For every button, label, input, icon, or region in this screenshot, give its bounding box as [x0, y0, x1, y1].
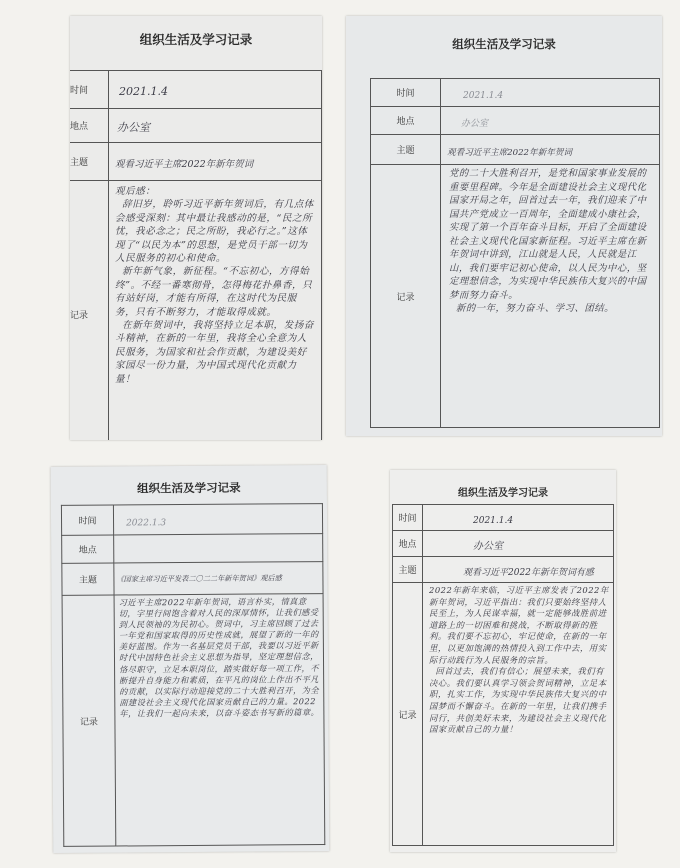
record-label: 记录	[393, 583, 423, 846]
topic-value: 观看习近平主席2022年新年贺词	[115, 159, 254, 170]
record-text: 党的二十大胜利召开，是党和国家事业发展的重要里程碑。今年是全面建设社会主义现代化国家开局之年，回首过去一年，我们迎来了中国共产党成立一百周年，全面建成小康社会，实现了第一个百年奋斗目标，开启了全面建设社会主义现代化国家新征程。习近平主席在新年贺词中讲到，江山就是人民，人民就是江山，我们要牢记初心使命，以人民为中心，坚定理想信念，为实现中华民族伟大复兴的中国梦而努力奋斗。 新的一年，努力奋斗、学习、团结。	[449, 168, 647, 314]
record-label: 记录	[70, 181, 109, 441]
row-time	[61, 504, 322, 536]
row-place	[70, 109, 322, 143]
place-value: 办公室	[461, 119, 489, 129]
record-photo-3	[51, 465, 330, 853]
row-time	[371, 79, 660, 107]
topic-label: 主题	[62, 563, 114, 595]
record-photo-4	[390, 470, 616, 852]
row-record	[393, 583, 614, 846]
time-label: 时间	[393, 505, 423, 531]
time-label: 时间	[61, 505, 113, 535]
topic-value: 观看习近平2022年新年贺词有感	[463, 568, 594, 578]
record-label: 记录	[371, 165, 441, 428]
record-photo-2	[346, 16, 662, 436]
time-value: 2021.1.4	[463, 91, 504, 101]
row-topic	[371, 135, 660, 165]
time-value: 2021.1.4	[473, 516, 514, 526]
place-value: 办公室	[473, 541, 503, 552]
record-photo-1	[70, 16, 322, 440]
topic-value: 观看习近平主席2022年新年贺词	[447, 148, 572, 158]
place-label: 地点	[393, 531, 423, 557]
time-label: 时间	[371, 79, 441, 107]
form-title: 组织生活及学习记录	[452, 37, 556, 51]
row-place	[393, 531, 614, 557]
row-time	[70, 71, 322, 109]
place-label: 地点	[62, 535, 114, 563]
row-record	[70, 181, 322, 441]
form-title: 组织生活及学习记录	[139, 32, 253, 47]
row-record	[62, 594, 325, 847]
topic-label: 主题	[70, 143, 109, 181]
topic-label: 主题	[371, 135, 441, 165]
time-label: 时间	[70, 71, 109, 109]
record-label: 记录	[62, 595, 116, 846]
place-value: 办公室	[117, 121, 150, 134]
place-label: 地点	[371, 107, 441, 135]
row-topic	[62, 562, 323, 596]
record-text: 2022年新年来临，习近平主席发表了2022年新年贺词，习近平指出：我们只要始终坚持人民至上，为人民谋幸福，就一定能够战胜前进道路上的一切困难和挑战，不断取得新的胜利。我们要不忘初心，牢记使命，在新的一年里，以更加饱满的热情投入到工作中去，用实际行动践行为人民服务的宗旨。 回首过去，我们有信心；展望未来，我们有决心。我们要认真学习领会贺词精神，立足本职，扎实工作，为实现中华民族伟大复兴的中国梦而不懈奋斗。在新的一年里，让我们携手同行，共创美好未来，为建设社会主义现代化国家贡献自己的力量！	[429, 585, 609, 735]
form-title: 组织生活及学习记录	[137, 480, 241, 496]
record-text: 观后感： 辞旧岁，聆听习近平新年贺词后，有几点体会感受深刻：其中最让我感动的是，“民之所忧，我必念之；民之所盼，我必行之。”这体现了“以民为本”的思想，是党员干部一切为人民服务的初心和使命。 新年新气象，新征程。“不忘初心，方得始终”。不经一番寒彻骨，怎得梅花扑鼻香，只有站好岗，才能有所得，在这时代为民服务，只有不断努力，才能取得成就。 在新年贺词中，我将坚持立足本职，发扬奋斗精神，在新的一年里，我将全心全意为人民服务，为国家和社会作贡献，为建设美好家园尽一份力量，为中国式现代化贡献力量！	[115, 186, 314, 385]
record-table	[70, 70, 322, 440]
record-table	[370, 78, 660, 428]
row-topic	[393, 557, 614, 583]
place-value	[114, 547, 124, 557]
time-value: 2022.1.3	[126, 518, 167, 529]
row-record	[371, 165, 660, 428]
topic-label: 主题	[393, 557, 423, 583]
form-title: 组织生活及学习记录	[458, 488, 548, 499]
row-time	[393, 505, 614, 531]
record-table	[61, 503, 325, 847]
topic-value: 《国家主席习近平发表二〇二二年新年贺词》观后感	[116, 573, 282, 584]
row-topic	[70, 143, 322, 181]
row-place	[371, 107, 660, 135]
place-label: 地点	[70, 109, 109, 143]
row-place	[62, 534, 323, 564]
record-text: 习近平主席2022年新年贺词，语言朴实，情真意切，字里行间饱含着对人民的深厚情怀，让我们感受到人民领袖的为民初心。贺词中，习主席回顾了过去一年党和国家取得的历史性成就，展望了新的一年的美好蓝图。作为一名基层党员干部，我要以习近平新时代中国特色社会主义思想为指导，坚定理想信念，恪尽职守，立足本职岗位，踏实做好每一项工作，不断提升自身能力和素质，在平凡的岗位上作出不平凡的贡献，以实际行动迎接党的二十大胜利召开，为全面建设社会主义现代化国家贡献自己的力量。2022年，让我们一起向未来，以奋斗姿态书写新的篇章。	[118, 596, 320, 719]
time-value: 2021.1.4	[119, 85, 168, 98]
record-table	[392, 504, 614, 846]
